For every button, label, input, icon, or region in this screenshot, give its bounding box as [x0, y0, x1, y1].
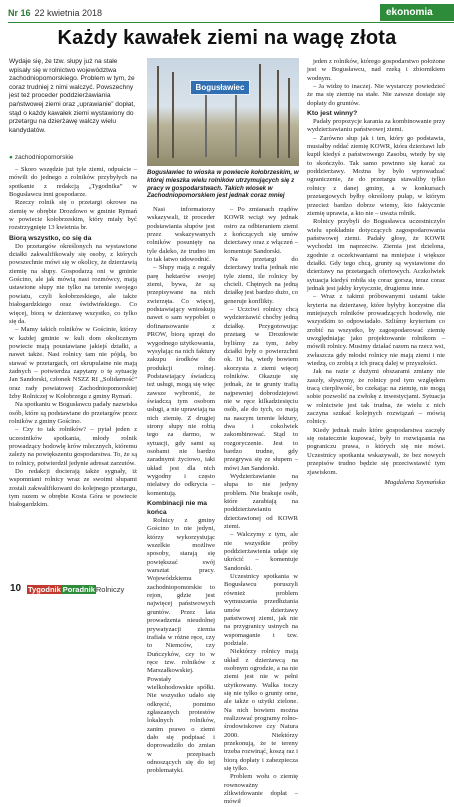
subheading: Kto jest winny?: [307, 110, 358, 118]
section-label: ekonomia: [380, 4, 454, 21]
paragraph: – Po zmianach rządów KOWR wciąż wy jednak ostro za odbieraniem ziemi z kończących się umów dzierżawy oraz z włączeń – komentuje Sandorski.: [224, 206, 298, 255]
paragraph: Niektórzy rolnicy mają układ z dzierżawcą na osobnym ogrodzie, a na nie ziemi jest nie w pełni użytkowany. Walka toczy się nie tylko o grunty orne, ale także o użytki zielone. Na nich bowiem można realizować programy rolno-środowiskowe czy Natura 2000. Niektórzy przekonują, że te tereny trzeba rozwinąć, koszą raz i biorą dopłaty i zabezpiecza się tylko.: [224, 648, 298, 773]
paragraph: Na spotkaniu w Bogusławcu padały nazwiska osób, które są podstawiane do przetargów przez rolników z gminy Gościno.: [9, 401, 137, 425]
article-column-4: [307, 58, 445, 487]
paragraph: Nasi informatorzy wskazywali, iż proceder podstawiania słupów jest przez wskazywanych rolników posunięty na tyle daleko, że trudno im to tak łatwo udowodnić.: [147, 206, 215, 264]
sign-post: [235, 95, 237, 157]
article-column-1: [9, 166, 137, 510]
paragraph: Wydzierżawianie na słupa to nie jedyny problem. Nie brakuje osób, które zarabiają na poddzierżawianiu dzierżawionej od KOWR ziemi.: [224, 473, 298, 531]
village-sign: Bogusławiec: [190, 80, 250, 95]
paragraph: Rolnicy z gminy Gościno to nie jedyni, którzy wykorzystując wszelkie możliwe sposoby, starają się powiększać swój warsztat pracy. Wojewódzkiemu zachodniopomorskie to rejon, gdzie jest najwięcej państwowych gruntów. Przez lata prowadzenia nieudolnej prywatyzacji ziemia trafiała w różne ręce, czy to Niemców, czy Duńczyków, czy to w ręce tzw. rolników z Marszałkowskiej. Powstały wielkohodowskie spółki. Nie wszystko udało się odkręcić, pomimo zgłaszanych protestów lokalnych rolników, zanim prawo o ziemi dało się podpisać i doprowadziło do zmian w przepisach odnoszących się do tej problematyki.: [147, 517, 215, 775]
issue-number: Nr 16: [8, 8, 31, 18]
page-footer: [0, 580, 454, 600]
location-pin-icon: ●: [9, 154, 13, 161]
article-column-2: [147, 206, 215, 776]
subheading: Kombinacji nie ma końca: [147, 500, 208, 517]
author-signature: Magdalena Szymańska: [384, 478, 445, 486]
paragraph: jeden z rolników, którego gospodarstwo położone jest w Bogusławcu, nad rzeką i zbiornikiem wodnym.: [307, 58, 445, 82]
paragraph: Problem wołu o ziemię rownoważny zlikwidowanie dopłat – mówił: [224, 773, 298, 806]
photo-caption: Bogusławiec to wioska w powiecie kołobrzeskim, w której mieszka wielu rolników utrzymujących się z pracy w gospodarstwach. Takich wiosek w Zachodniopomorskiem jest jednak coraz mniej: [147, 169, 299, 200]
tree-trunk: [172, 72, 174, 158]
subheading: Biorą wszystko, co się da: [9, 234, 92, 242]
paragraph: Do przetargów określonych na wystawione działki zakwalifikowały się osoby, z których powszechnie mówi się w okolicy, że dzierżawią ziemię na słupy. Gospodarzą oni w gminie Gościno, ale jak mówią nasi rozmówcy, mają ustawione słupy nie tylko na terenie swojego powiatu, czyli kołobrzeskiego, ale także białogardzkiego oraz świdwińskiego. Co więcej, biorą w dzierżawę wszystko, co tylko się da.: [9, 242, 137, 325]
brand-part: Rolniczy: [95, 585, 125, 594]
paragraph: Uczestnicy spotkania w Bogusławcu poruszyli również problem wymuszania przedłużania umów dzierżawy państwowej ziemi, jak nie na przygranicy ustnych na wspomaganie i tzw. podziale.: [224, 573, 298, 647]
paragraph: – Zarówno słup jak i ten, który go podstawia, musiałby oddać ziemię KOWR, która dzierżawi lub kupił kiedyś z państwowego Zasobu, wtedy by się to skończyło. Tak samo powinno się karać za poddzierżawy. Można by było wprowadzać ograniczenie, że do przetargu stawaliby tylko rolnicy z danej gminy, a w konkursach przetargowych byłby określony pułap, w którym przecież bardzo dobrze wiemy, kto faktycznie ziemię uprawia, a kto nie – uważa rolnik.: [307, 134, 445, 217]
issue-date: 22 kwietnia 2018: [34, 8, 103, 18]
article-photo: [147, 58, 299, 166]
tree-trunk: [277, 70, 279, 158]
paragraph: Padały propozycje karania za kombinowanie przy wydzierżawianiu państwowej ziemi.: [307, 118, 445, 134]
region-tag-label: zachodniopomorskie: [14, 154, 74, 161]
paragraph: – Skoro wszędzie już tyle ziemi, odpuście – mówili do jednego z rolników przybyłych na spotkanie z redakcją „Tygodnika” w Bogusławcu inni gospodarze.: [9, 166, 137, 199]
tree-trunk: [259, 64, 261, 158]
page-header: [0, 0, 454, 26]
paragraph: Na przetargi do dzierżawy trafia jednak nie tyle ziemi, ile rolnicy by chcieli. Chętnych na jedną działkę jest bardzo dużo, co generuje konflikty.: [224, 256, 298, 305]
page-number: 10: [10, 583, 22, 594]
paragraph: Rolnicy przybyli do Bogusławca uczestniczyło wielu spokładnie dotyczących zagospodarowania państwowej ziemi. Padały głosy, że KOWR wychodzi im naprzeciw. Ziemia jest dzielona, zgodnie z oczekiwaniami na mniejsze i większe działki. Gdy tego chcą, grunty są wystawione do dzierżawy na przetargach ofertowych. Aczkolwiek sytuacja kiedyś robiła się coraz gorsza, teraz coraz jednak jest jakby krytycznie, drugiemu inne.: [307, 218, 445, 292]
sign-post: [205, 95, 207, 157]
paragraph: – Słupy mają z reguły parę hektarów swojej ziemi, bywa, że są przepisywane na nich zwierzęta. Co więcej, podstawiający wnioskują nawet o sam wypoblet o dofinansowanie z PROW, biorą sprzęt do wygodnego użytkowania, wysyłając na nich faktury zakupu środków do produkcji rolnej. Podstawiający świadczą też usługi, mogą się więc zawsze wybronić, że świadczą tym osobom usługi, a nie uprawiają na nich ziemię. Z drugiej strony słupy nie robią tego za darmo, w sytuacji, gdy sami są osobami nie bardzo zaradnymi życiowo, taki układ jest dla nich wygodny i często nielatwy do odkrycia – komentują.: [147, 264, 215, 497]
article-title: Każdy kawałek ziemi na wagę złota: [57, 27, 397, 49]
paragraph: Do redakcji docierają także sygnały, iż wspomniani rolnicy wraz ze swoimi słupami zostali zakwalifikowani do kolejnego przetargu, tym razem w obrębie Kosta Góra w powiecie białogardzkim.: [9, 468, 137, 509]
paragraph: Kiedy jednak mało które gospodarstwa zaczęły się ostatecznie kupować, były to rozwiązania na pograniczu prawa, o których się nie mówi. Uczestnicy spotkania wskazywali, że bez nowych przepisów trudno będzie się przeciwstawić tym zjawiskom.: [307, 426, 445, 476]
paragraph: – Walczymy z tym, ale nie wszystkie próby poddzierżawienia udaje się ukrócić – komentuje Sandorski.: [224, 531, 298, 572]
brand-part: Tygodnik: [28, 585, 61, 594]
paragraph: – Mamy takich rolników w Gościnie, którzy w każdej gminie w kuli dom okolicznym powiecie mają poustawiane jakiejś działki, a nawet także. Nasi rolnicy tam nie pójdą, bo stawać w przetargach, ori skrupulatne nie mają żadnych – potwierdza zapytany o tę sytuację Jan Sandorski, członek NSZZ RI „Solidarność” oraz rady powiatowej Zachodniopomorskiej Izby Rolniczej w Kołobrzegu z gminy Rymań.: [9, 326, 137, 400]
article-lead: Wydaje się, że tzw. słupy już na stałe wpisały się w rolnictwo województwa zachodniopomorskiego. Problem w tym, że coraz trudniej z nimi walczyć. Powszechny jest też proceder poddzierżawiania państwowej ziemi oraz „uprawianie” dopłat, stąd o każdy kawałek ziemi wystawiony do przetargu na dzierżawę walczy wielu kandydatów.: [9, 58, 136, 134]
article-column-3: [224, 206, 298, 807]
region-tag: [9, 154, 74, 161]
publication-brand: [27, 585, 124, 594]
paragraph: – Uczciwi rolnicy chcą wydzierżawić choćby jedną działkę. Przygotowując przetarg w Drozdowie byliśmy za tym, żeby działki były o powierzchni ok. 10 ha, wtedy bowiem skorzysta z ziemi więcej rolników. Okazuje się jednak, że te grunty trafią najpewniej dobrodziejowi nie w ręce kilkadziesięciu osób, ale do tych, co mają na naszym terenie lektury, dwa i cokolwiek zakombinować. Stąd to rozgoryczenie. Jest to bardzo trudne, gdy przegrywa się ze słupem – mówi Jan Sandorski.: [224, 306, 298, 472]
issue-info: [8, 8, 102, 18]
paragraph: – Czy to tak rolników? – pytał jeden z uczestników spotkania, młody rolnik prowadzący hodowlę krów mlecznych, któremu zależy na powiększeniu gospodarstwa. To, że są to rolnicy, potwierdził jedynie adresat zarzutów.: [9, 426, 137, 467]
paragraph: – Wraz z takimi próbowanymi ustami takie kryteria na dzierżawę, które byłyby korzystne dla mniejszych rolników prowadzących hodowlę, nie wszystkim to odpowiadało. Szliśmy kryterium co zrobić na wszystko, by zagospodarować ziemię uwzględniając jako projektowanie rolnikom – mówili rolnicy. Musimy działać razem na rzecz wsi, zwłaszcza gdy młodsi rolnicy nie mają ziemi i nie wiedzą, co zrobią z ich pracą dalej w przyszłości.: [307, 293, 445, 368]
paragraph: – Ja widzę to inaczej. Nie wystarczy powiedzieć że ma się ziemię na stałe. Nie zawsze dostaje się dopłaty do gruntów.: [307, 83, 445, 107]
header-divider: [8, 22, 454, 23]
brand-part: Poradnik: [62, 585, 95, 594]
paragraph: Jak na razie z dużymi obszarami zmiany nie zaszły, słyszymy, że rolnicy pod tym względem tracą cierpliwość, bo czekając na ziemię, nie mogą sobie pozwolić na zwłokę z inwestycjami. Sytuacja w rolnictwie jest tak trudna, że wielu z nich zaczyna szukać kolejnych rozwiązań – mówią rolnicy.: [307, 368, 445, 426]
tree-trunk: [157, 66, 159, 158]
tree-trunk: [288, 78, 290, 158]
paragraph: Rzeczy rolnik się o przetargi okrowe na ziemię w obrębie Drozdowo w gminie Rymań w powiecie kołobrzeskim, który miały być rozstrzygnięte 13 kwietnia br.: [9, 199, 137, 232]
